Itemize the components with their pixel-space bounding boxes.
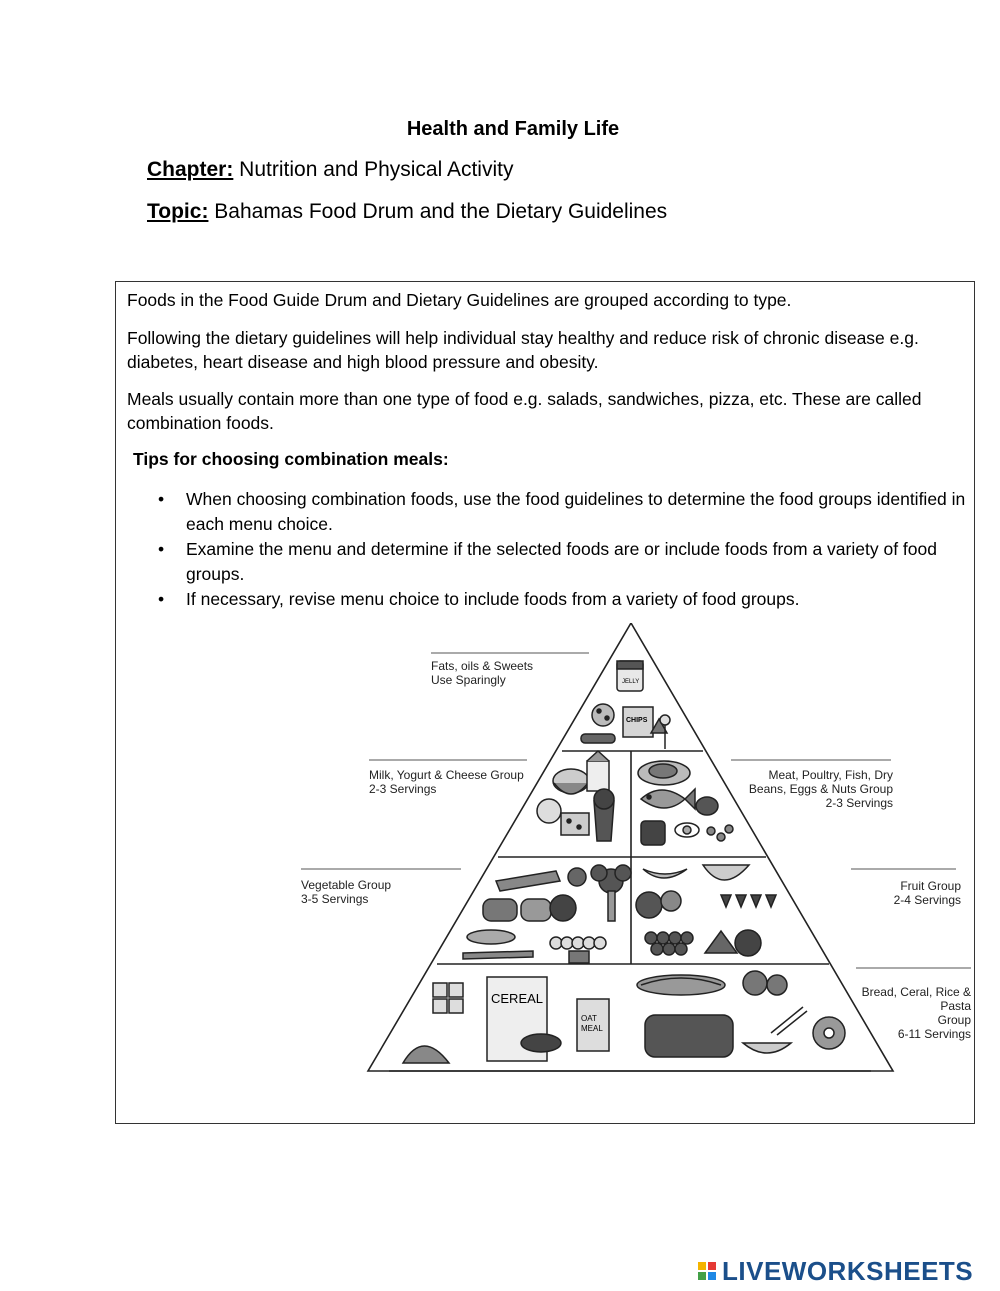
paragraph: Meals usually contain more than one type of food e.g. salads, sandwiches, pizza, etc. These are called combination foods. bbox=[127, 389, 922, 433]
label-line: Beans, Eggs & Nuts Group bbox=[748, 782, 893, 796]
bread-label bbox=[851, 985, 971, 1041]
chapter-label: Chapter: bbox=[147, 158, 234, 181]
milk-label bbox=[369, 768, 524, 796]
logo-text: LIVEWORKSHEETS bbox=[722, 1255, 974, 1286]
label-line: Vegetable Group bbox=[301, 878, 392, 892]
lollipop-icon bbox=[660, 715, 670, 725]
cucumber-slices-icon bbox=[550, 937, 606, 949]
apple-icon bbox=[735, 930, 761, 956]
muffin-icon bbox=[743, 971, 767, 995]
topic-line bbox=[147, 200, 667, 224]
tip-text: When choosing combination foods, use the food guidelines to determine the food groups identified in each menu choice. bbox=[186, 489, 966, 534]
oatmeal-box-text-2: MEAL bbox=[581, 1024, 603, 1033]
chapter-text: Nutrition and Physical Activity bbox=[233, 158, 514, 181]
tomato-icon bbox=[550, 895, 576, 921]
meat-label bbox=[731, 768, 893, 810]
label-line: 2-3 Servings bbox=[825, 796, 893, 810]
pepper-icon bbox=[568, 868, 586, 886]
label-line: 2-4 Servings bbox=[893, 893, 961, 907]
fats-label bbox=[431, 659, 533, 687]
potato-icon bbox=[521, 899, 551, 921]
mushroom-icon bbox=[569, 951, 589, 963]
orange-icon bbox=[636, 892, 662, 918]
candy-icon bbox=[581, 734, 615, 743]
label-line: 2-3 Servings bbox=[369, 782, 437, 796]
fruit-label bbox=[851, 879, 961, 907]
label-line: 6-11 Servings bbox=[897, 1027, 971, 1041]
label-line: 3-5 Servings bbox=[301, 892, 369, 906]
logo-block bbox=[708, 1262, 716, 1270]
paragraph: Foods in the Food Guide Drum and Dietary Guidelines are grouped according to type. bbox=[127, 290, 792, 310]
tips-list bbox=[116, 487, 966, 612]
list-item bbox=[116, 487, 966, 537]
green-beans-icon bbox=[463, 951, 533, 959]
grapes-icon bbox=[645, 932, 693, 955]
tips-heading: Tips for choosing combination meals: bbox=[133, 449, 449, 469]
oatmeal-box-text: OAT bbox=[581, 1014, 597, 1023]
label-line: Milk, Yogurt & Cheese Group bbox=[369, 768, 524, 782]
list-item bbox=[116, 587, 966, 612]
chapter-line bbox=[147, 158, 513, 182]
milk-carton-icon bbox=[587, 761, 609, 791]
paragraph: Following the dietary guidelines will help individual stay healthy and reduce risk of chronic disease e.g. diabetes, heart disease and high blood pressure and obesity. bbox=[127, 328, 919, 372]
logo-block bbox=[698, 1262, 706, 1270]
logo-block bbox=[708, 1272, 716, 1280]
bread-loaf-icon bbox=[645, 1015, 733, 1057]
logo-block bbox=[698, 1272, 706, 1280]
topic-text: Bahamas Food Drum and the Dietary Guidelines bbox=[208, 200, 668, 223]
label-line: Fruit Group bbox=[900, 879, 961, 893]
label-line: Use Sparingly bbox=[431, 673, 506, 687]
chips-bag-text: CHIPS bbox=[626, 717, 648, 724]
cereal-bowl-icon bbox=[521, 1034, 561, 1052]
vegetable-label bbox=[301, 878, 391, 906]
tip-text: Examine the menu and determine if the selected foods are or include foods from a variety of food groups. bbox=[186, 539, 937, 584]
corn-icon bbox=[467, 930, 515, 944]
nuts-icon bbox=[707, 827, 715, 835]
topic-label: Topic: bbox=[147, 200, 209, 223]
liveworksheets-logo[interactable] bbox=[698, 1255, 973, 1287]
label-line: Group bbox=[937, 1013, 971, 1027]
content-box bbox=[115, 281, 975, 1124]
bullet-icon: • bbox=[158, 489, 165, 509]
lettuce-icon bbox=[483, 899, 517, 921]
milk-glass-icon bbox=[537, 799, 561, 823]
label-line: Fats, oils & Sweets bbox=[431, 659, 534, 673]
food-pyramid bbox=[251, 623, 971, 1078]
list-item bbox=[116, 537, 966, 587]
peanut-butter-jar-icon bbox=[641, 821, 665, 845]
logo-blocks-icon bbox=[698, 1262, 716, 1280]
page-title: Health and Family Life bbox=[406, 118, 620, 140]
bullet-icon: • bbox=[158, 539, 165, 559]
cookie-icon bbox=[592, 704, 614, 726]
tip-text: If necessary, revise menu choice to include foods from a variety of food groups. bbox=[186, 589, 800, 609]
steak-icon bbox=[696, 797, 718, 815]
jelly-jar-text: JELLY bbox=[622, 679, 640, 685]
cereal-box-text: CEREAL bbox=[491, 991, 544, 1006]
pear-icon bbox=[661, 891, 681, 911]
cheese-icon bbox=[561, 813, 589, 835]
label-line: Meat, Poultry, Fish, Dry bbox=[768, 768, 893, 782]
bullet-icon: • bbox=[158, 589, 165, 609]
label-line: Bread, Ceral, Rice & Pasta bbox=[861, 985, 971, 1013]
